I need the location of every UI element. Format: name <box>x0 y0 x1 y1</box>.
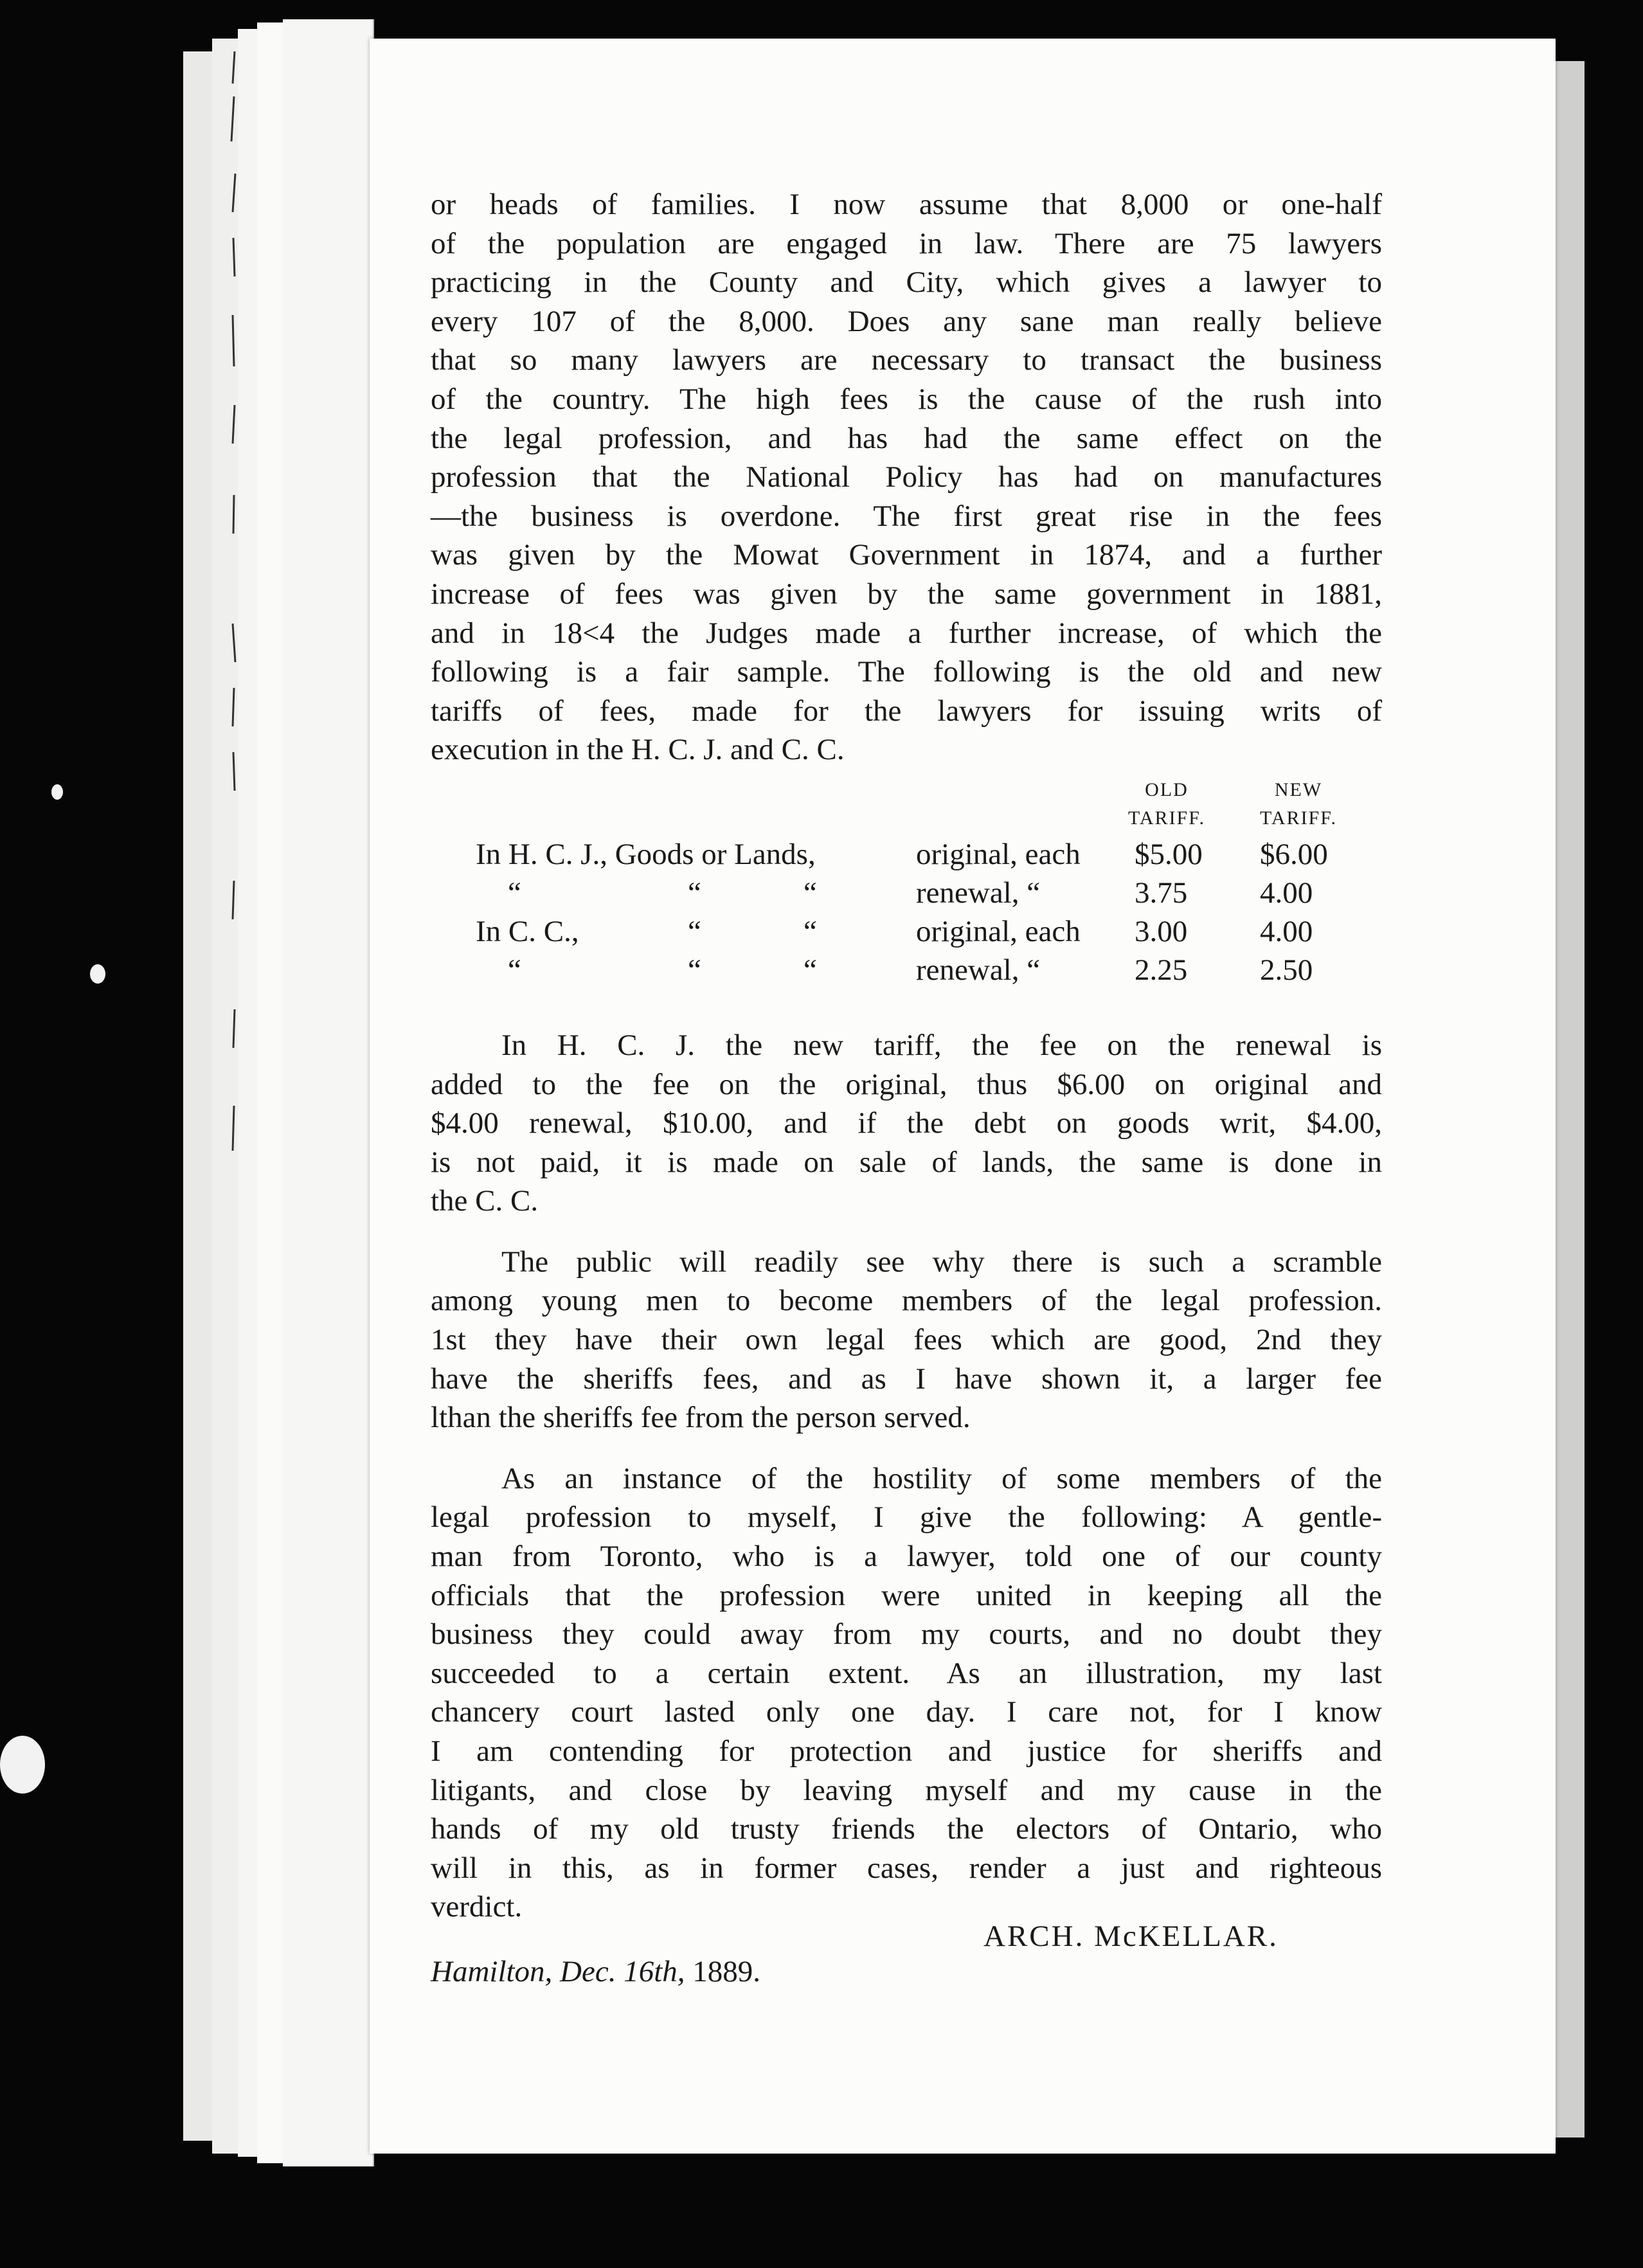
text-line: of the country. The high fees is the cause of the rush into <box>431 382 1382 416</box>
ditto-cell: “ <box>804 953 817 987</box>
body-text-before-table <box>431 185 1382 770</box>
text-line: the C. C. <box>431 1184 539 1218</box>
new-fee-cell: 4.00 <box>1260 914 1313 948</box>
text-line: or heads of families. I now assume that 8,000 or one-half <box>431 188 1382 221</box>
table-row <box>431 912 1382 951</box>
text-line: that so many lawyers are necessary to transact the business <box>431 343 1382 377</box>
text-line: tariffs of fees, made for the lawyers for issuing writs of <box>431 694 1382 728</box>
old-fee-cell: 3.75 <box>1135 876 1188 910</box>
ditto-cell: “ <box>688 953 701 987</box>
text-line: The public will readily see why there is such a scramble <box>501 1245 1382 1279</box>
text-line: legal profession to myself, I give the following: A gentle- <box>431 1500 1382 1534</box>
table-row <box>431 874 1382 912</box>
paper-speck <box>0 1736 45 1794</box>
paragraph <box>431 1459 1382 1927</box>
text-line: was given by the Mowat Government in 1874, and a further <box>431 538 1382 572</box>
text-line: business they could away from my courts, and no doubt they <box>431 1617 1382 1652</box>
paragraph <box>431 1243 1382 1437</box>
item-cell: original, each <box>916 914 1081 948</box>
text-line: of the population are engaged in law. There are 75 lawyers <box>431 226 1382 260</box>
text-line: —the business is overdone. The first great rise in the fees <box>431 499 1382 533</box>
old-fee-cell: 2.25 <box>1135 953 1188 987</box>
court-cell: In C. C., <box>476 914 579 948</box>
document-body <box>431 185 1382 1927</box>
text-line: hands of my old trusty friends the electors of Ontario, who <box>431 1812 1382 1846</box>
old-tariff-header-line2: TARIFF. <box>1127 807 1206 829</box>
text-line: $4.00 renewal, $10.00, and if the debt on goods writ, $4.00, <box>431 1106 1382 1140</box>
text-line: have the sheriffs fees, and as I have shown it, a larger fee <box>431 1362 1382 1396</box>
item-cell: renewal, “ <box>916 953 1041 987</box>
paper-speck <box>90 964 105 984</box>
text-line: and in 18<4 the Judges made a further increase, of which the <box>431 616 1382 650</box>
dateline <box>431 1954 760 1989</box>
text-line: added to the fee on the original, thus $6.00 on original and <box>431 1067 1382 1101</box>
text-line: will in this, as in former cases, render a just and righteous <box>431 1851 1382 1885</box>
text-line: succeeded to a certain extent. As an illustration, my last <box>431 1656 1382 1690</box>
paragraph <box>431 185 1382 770</box>
dateline-place: Hamilton, Dec. 16 <box>431 1955 654 1988</box>
paragraph <box>431 1026 1382 1221</box>
text-line: verdict. <box>431 1890 523 1924</box>
text-line: lthan the sheriffs fee from the person served. <box>431 1401 971 1435</box>
ditto-cell: “ <box>688 914 701 948</box>
text-line: chancery court lasted only one day. I care not, for I know <box>431 1695 1382 1729</box>
text-line: litigants, and close by leaving myself and my cause in the <box>431 1773 1382 1807</box>
table-row <box>431 951 1382 989</box>
page-edge-stack <box>283 19 374 2166</box>
text-line: the legal profession, and has had the same effect on the <box>431 421 1382 455</box>
paper-speck <box>51 784 63 800</box>
table-row <box>431 835 1382 874</box>
new-tariff-header-line2: TARIFF. <box>1259 807 1338 829</box>
text-line: execution in the H. C. J. and C. C. <box>431 733 845 767</box>
signature: ARCH. McKELLAR. <box>983 1920 1279 1953</box>
new-fee-cell: $6.00 <box>1260 837 1328 871</box>
new-fee-cell: 4.00 <box>1260 876 1313 910</box>
text-line: every 107 of the 8,000. Does any sane man really believe <box>431 304 1382 338</box>
old-fee-cell: 3.00 <box>1135 914 1188 948</box>
margin-handwriting <box>225 45 244 1170</box>
text-line: I am contending for protection and justice for sheriffs and <box>431 1734 1382 1768</box>
item-cell: original, each <box>916 837 1081 871</box>
text-line: practicing in the County and City, which gives a lawyer to <box>431 266 1382 300</box>
text-line: As an instance of the hostility of some members of the <box>501 1461 1382 1495</box>
tariff-table <box>431 776 1382 1004</box>
text-line: 1st they have their own legal fees which are good, 2nd they <box>431 1323 1382 1357</box>
new-tariff-header-line1: NEW <box>1274 779 1323 800</box>
text-line: In H. C. J. the new tariff, the fee on the renewal is <box>501 1028 1382 1062</box>
text-line: following is a fair sample. The following is the old and new <box>431 655 1382 689</box>
text-line: man from Toronto, who is a lawyer, told one of our county <box>431 1540 1382 1574</box>
dateline-suffix: th, <box>654 1955 685 1988</box>
text-line: officials that the profession were united in keeping all the <box>431 1578 1382 1612</box>
text-line: among young men to become members of the legal profession. <box>431 1284 1382 1318</box>
new-tariff-header <box>1247 776 1350 833</box>
old-tariff-header <box>1125 776 1208 833</box>
court-cell: In H. C. J., Goods or Lands, <box>476 837 816 871</box>
new-fee-cell: 2.50 <box>1260 953 1313 987</box>
old-fee-cell: $5.00 <box>1135 837 1203 871</box>
court-cell: “ <box>508 953 521 987</box>
ditto-cell: “ <box>688 876 701 910</box>
text-line: profession that the National Policy has had on manufactures <box>431 460 1382 494</box>
text-line: increase of fees was given by the same government in 1881, <box>431 577 1382 611</box>
old-tariff-header-line1: OLD <box>1145 779 1189 800</box>
text-line: is not paid, it is made on sale of lands, the same is done in <box>431 1145 1382 1179</box>
body-text-after-table <box>431 1026 1382 1927</box>
court-cell: “ <box>508 876 521 910</box>
dateline-year: 1889. <box>685 1955 761 1988</box>
item-cell: renewal, “ <box>916 876 1041 910</box>
ditto-cell: “ <box>804 914 817 948</box>
ditto-cell: “ <box>804 876 817 910</box>
